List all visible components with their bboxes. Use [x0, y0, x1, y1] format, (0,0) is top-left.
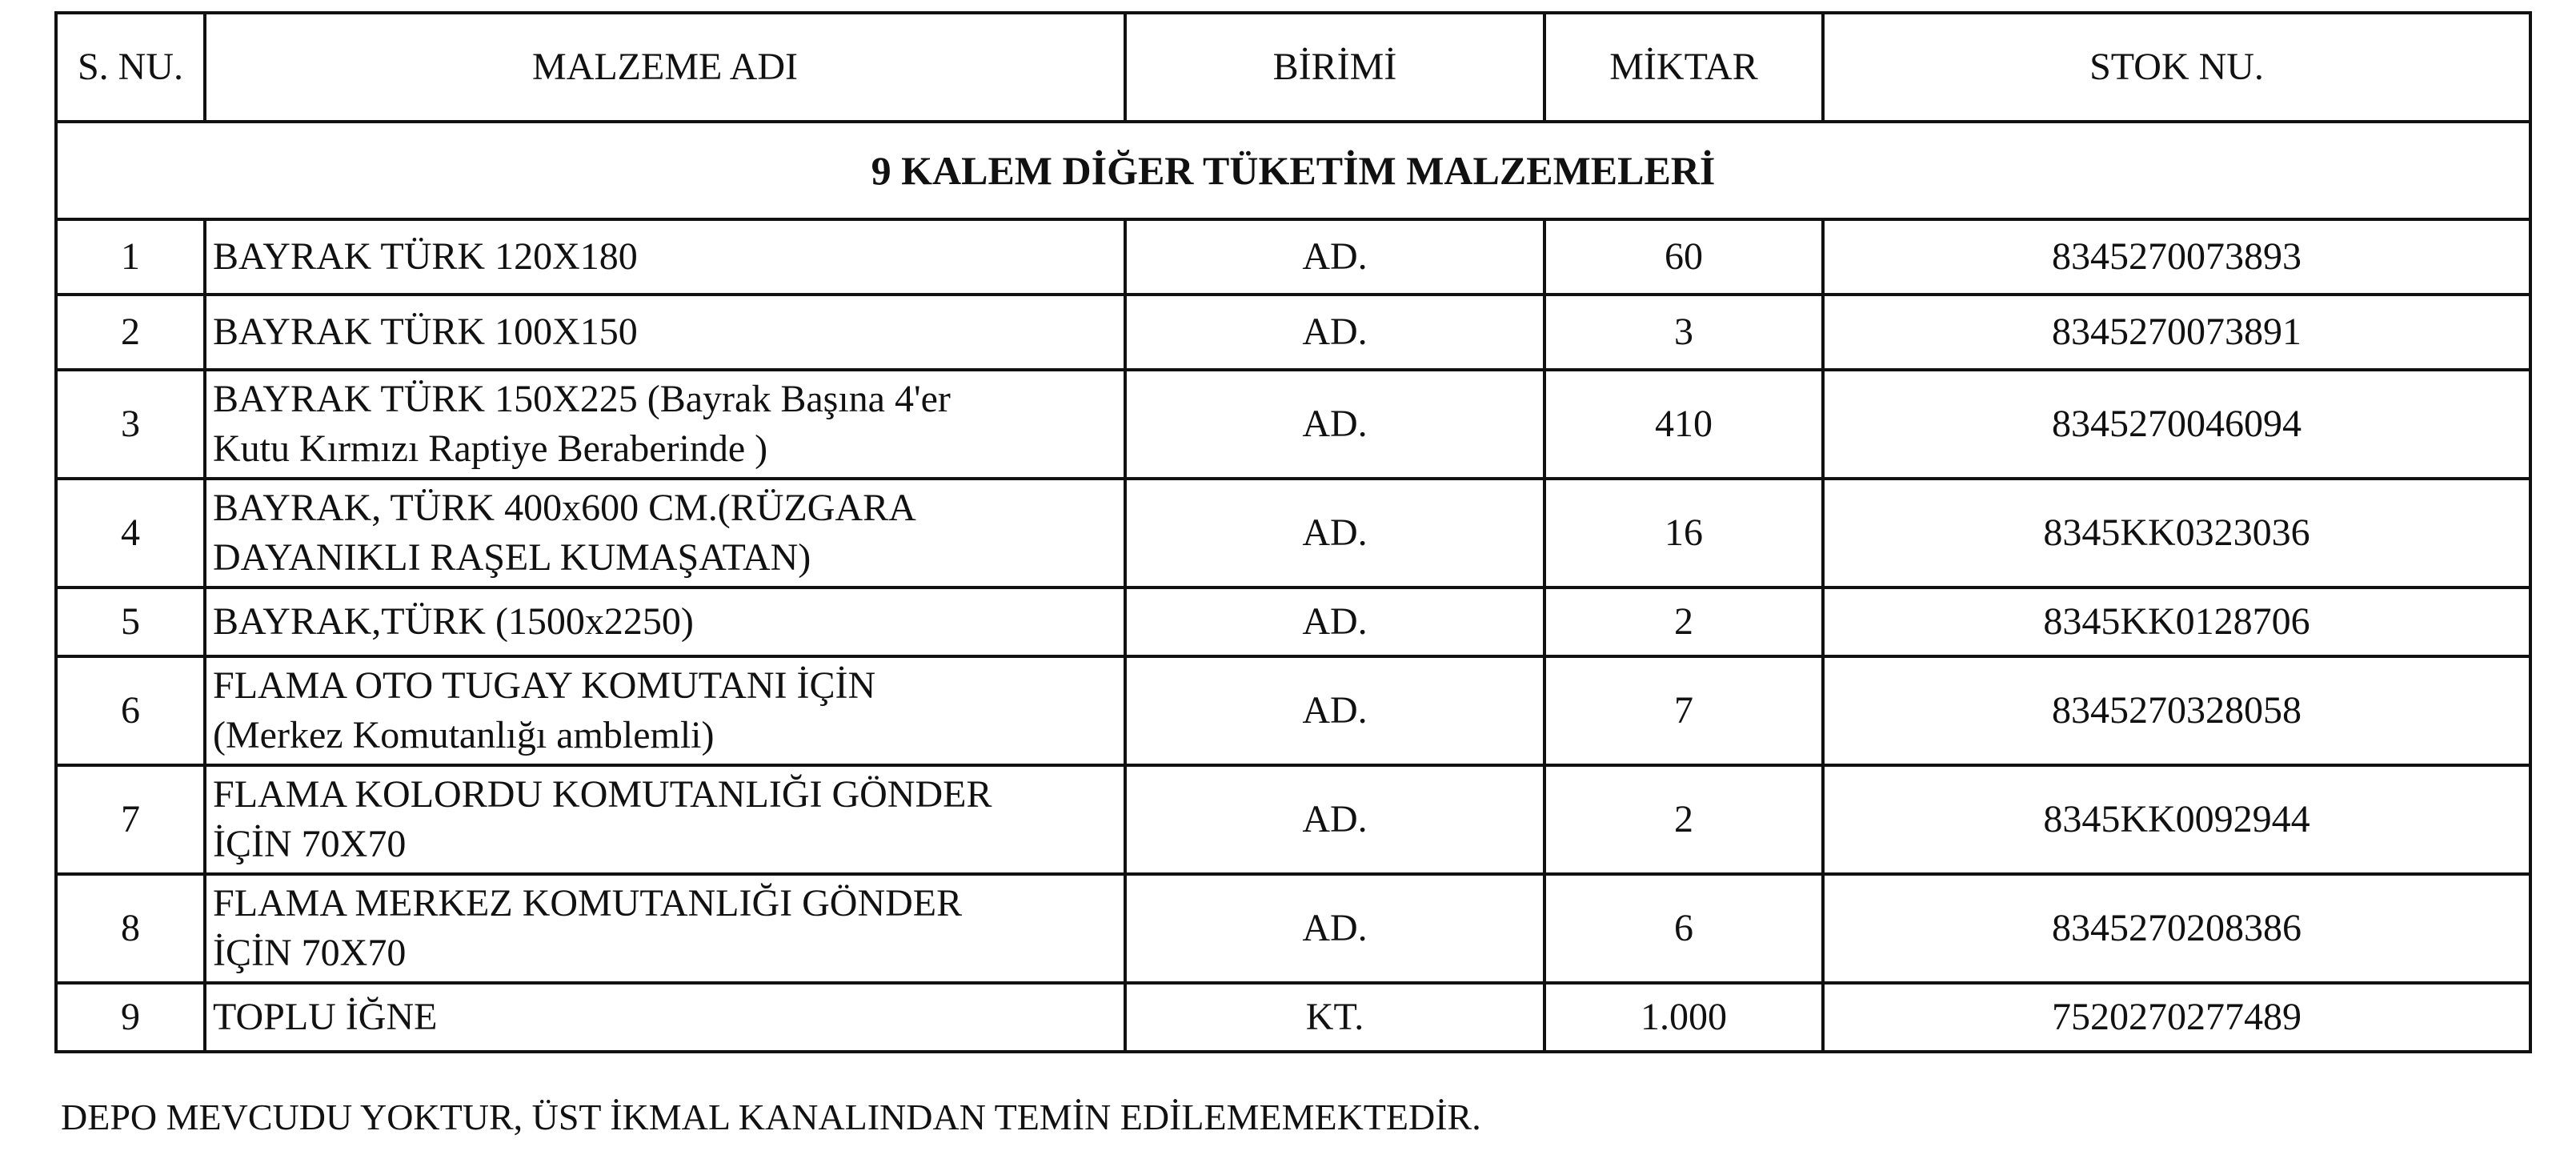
cell-quantity: 2: [1544, 588, 1823, 656]
cell-material-name: [205, 479, 1125, 588]
name-line: DAYANIKLI RAŞEL KUMAŞATAN): [213, 536, 811, 579]
section-row: [56, 122, 2530, 219]
cell-quantity: 60: [1544, 219, 1823, 295]
name-line: Kutu Kırmızı Raptiye Beraberinde ): [213, 427, 768, 470]
cell-unit: AD.: [1125, 765, 1544, 874]
cell-unit: AD.: [1125, 874, 1544, 983]
cell-stock-no: 8345KK0092944: [1823, 765, 2530, 874]
cell-stock-no: 8345270073893: [1823, 219, 2530, 295]
name-line: (Merkez Komutanlığı amblemli): [213, 714, 715, 756]
name-line: BAYRAK TÜRK 150X225 (Bayrak Başına 4'er: [213, 378, 951, 420]
name-line: BAYRAK,TÜRK (1500x2250): [213, 600, 694, 643]
cell-material-name: [205, 370, 1125, 479]
table-row: [56, 588, 2530, 656]
cell-stock-no: 8345KK0323036: [1823, 479, 2530, 588]
cell-unit: AD.: [1125, 479, 1544, 588]
table-row: [56, 370, 2530, 479]
cell-material-name: [205, 765, 1125, 874]
cell-stock-no: 7520270277489: [1823, 983, 2530, 1052]
name-line: FLAMA KOLORDU KOMUTANLIĞI GÖNDER: [213, 773, 992, 816]
table-row: [56, 765, 2530, 874]
cell-quantity: 2: [1544, 765, 1823, 874]
table-row: [56, 295, 2530, 370]
cell-unit: AD.: [1125, 370, 1544, 479]
footer-note: DEPO MEVCUDU YOKTUR, ÜST İKMAL KANALINDAN TEMİN EDİLEMEMEKTEDİR.: [61, 1097, 1481, 1137]
cell-serial-no: 9: [56, 983, 205, 1052]
cell-unit: AD.: [1125, 656, 1544, 765]
cell-quantity: 1.000: [1544, 983, 1823, 1052]
materials-table: [54, 11, 2532, 1053]
cell-quantity: 7: [1544, 656, 1823, 765]
name-line: BAYRAK TÜRK 100X150: [213, 311, 638, 353]
cell-stock-no: 8345270328058: [1823, 656, 2530, 765]
name-line: FLAMA MERKEZ KOMUTANLIĞI GÖNDER: [213, 882, 963, 924]
cell-serial-no: 6: [56, 656, 205, 765]
cell-material-name: [205, 219, 1125, 295]
table-row: [56, 479, 2530, 588]
cell-serial-no: 5: [56, 588, 205, 656]
cell-stock-no: 8345KK0128706: [1823, 588, 2530, 656]
cell-unit: AD.: [1125, 219, 1544, 295]
cell-material-name: [205, 656, 1125, 765]
cell-quantity: 16: [1544, 479, 1823, 588]
cell-quantity: 3: [1544, 295, 1823, 370]
header-unit: BİRİMİ: [1125, 13, 1544, 122]
name-line: İÇİN 70X70: [213, 823, 407, 865]
cell-serial-no: 2: [56, 295, 205, 370]
cell-stock-no: 8345270208386: [1823, 874, 2530, 983]
name-line: BAYRAK TÜRK 120X180: [213, 235, 638, 278]
table-row: [56, 874, 2530, 983]
cell-stock-no: 8345270073891: [1823, 295, 2530, 370]
cell-stock-no: 8345270046094: [1823, 370, 2530, 479]
cell-serial-no: 3: [56, 370, 205, 479]
cell-unit: AD.: [1125, 588, 1544, 656]
header-quantity: MİKTAR: [1544, 13, 1823, 122]
cell-unit: AD.: [1125, 295, 1544, 370]
cell-unit: KT.: [1125, 983, 1544, 1052]
name-line: FLAMA OTO TUGAY KOMUTANI İÇİN: [213, 664, 876, 707]
cell-serial-no: 7: [56, 765, 205, 874]
cell-serial-no: 8: [56, 874, 205, 983]
name-line: İÇİN 70X70: [213, 932, 407, 974]
table-row: [56, 656, 2530, 765]
cell-material-name: [205, 588, 1125, 656]
header-material-name: MALZEME ADI: [205, 13, 1125, 122]
header-row: [56, 13, 2530, 122]
cell-quantity: 410: [1544, 370, 1823, 479]
cell-material-name: [205, 295, 1125, 370]
name-line: BAYRAK, TÜRK 400x600 CM.(RÜZGARA: [213, 487, 916, 529]
header-serial-no: S. NU.: [56, 13, 205, 122]
cell-material-name: [205, 874, 1125, 983]
name-line: TOPLU İĞNE: [213, 996, 438, 1038]
cell-quantity: 6: [1544, 874, 1823, 983]
header-stock-no: STOK NU.: [1823, 13, 2530, 122]
cell-serial-no: 1: [56, 219, 205, 295]
cell-serial-no: 4: [56, 479, 205, 588]
table-row: [56, 219, 2530, 295]
section-title: 9 KALEM DİĞER TÜKETİM MALZEMELERİ: [56, 122, 2530, 219]
table-row: [56, 983, 2530, 1052]
cell-material-name: [205, 983, 1125, 1052]
